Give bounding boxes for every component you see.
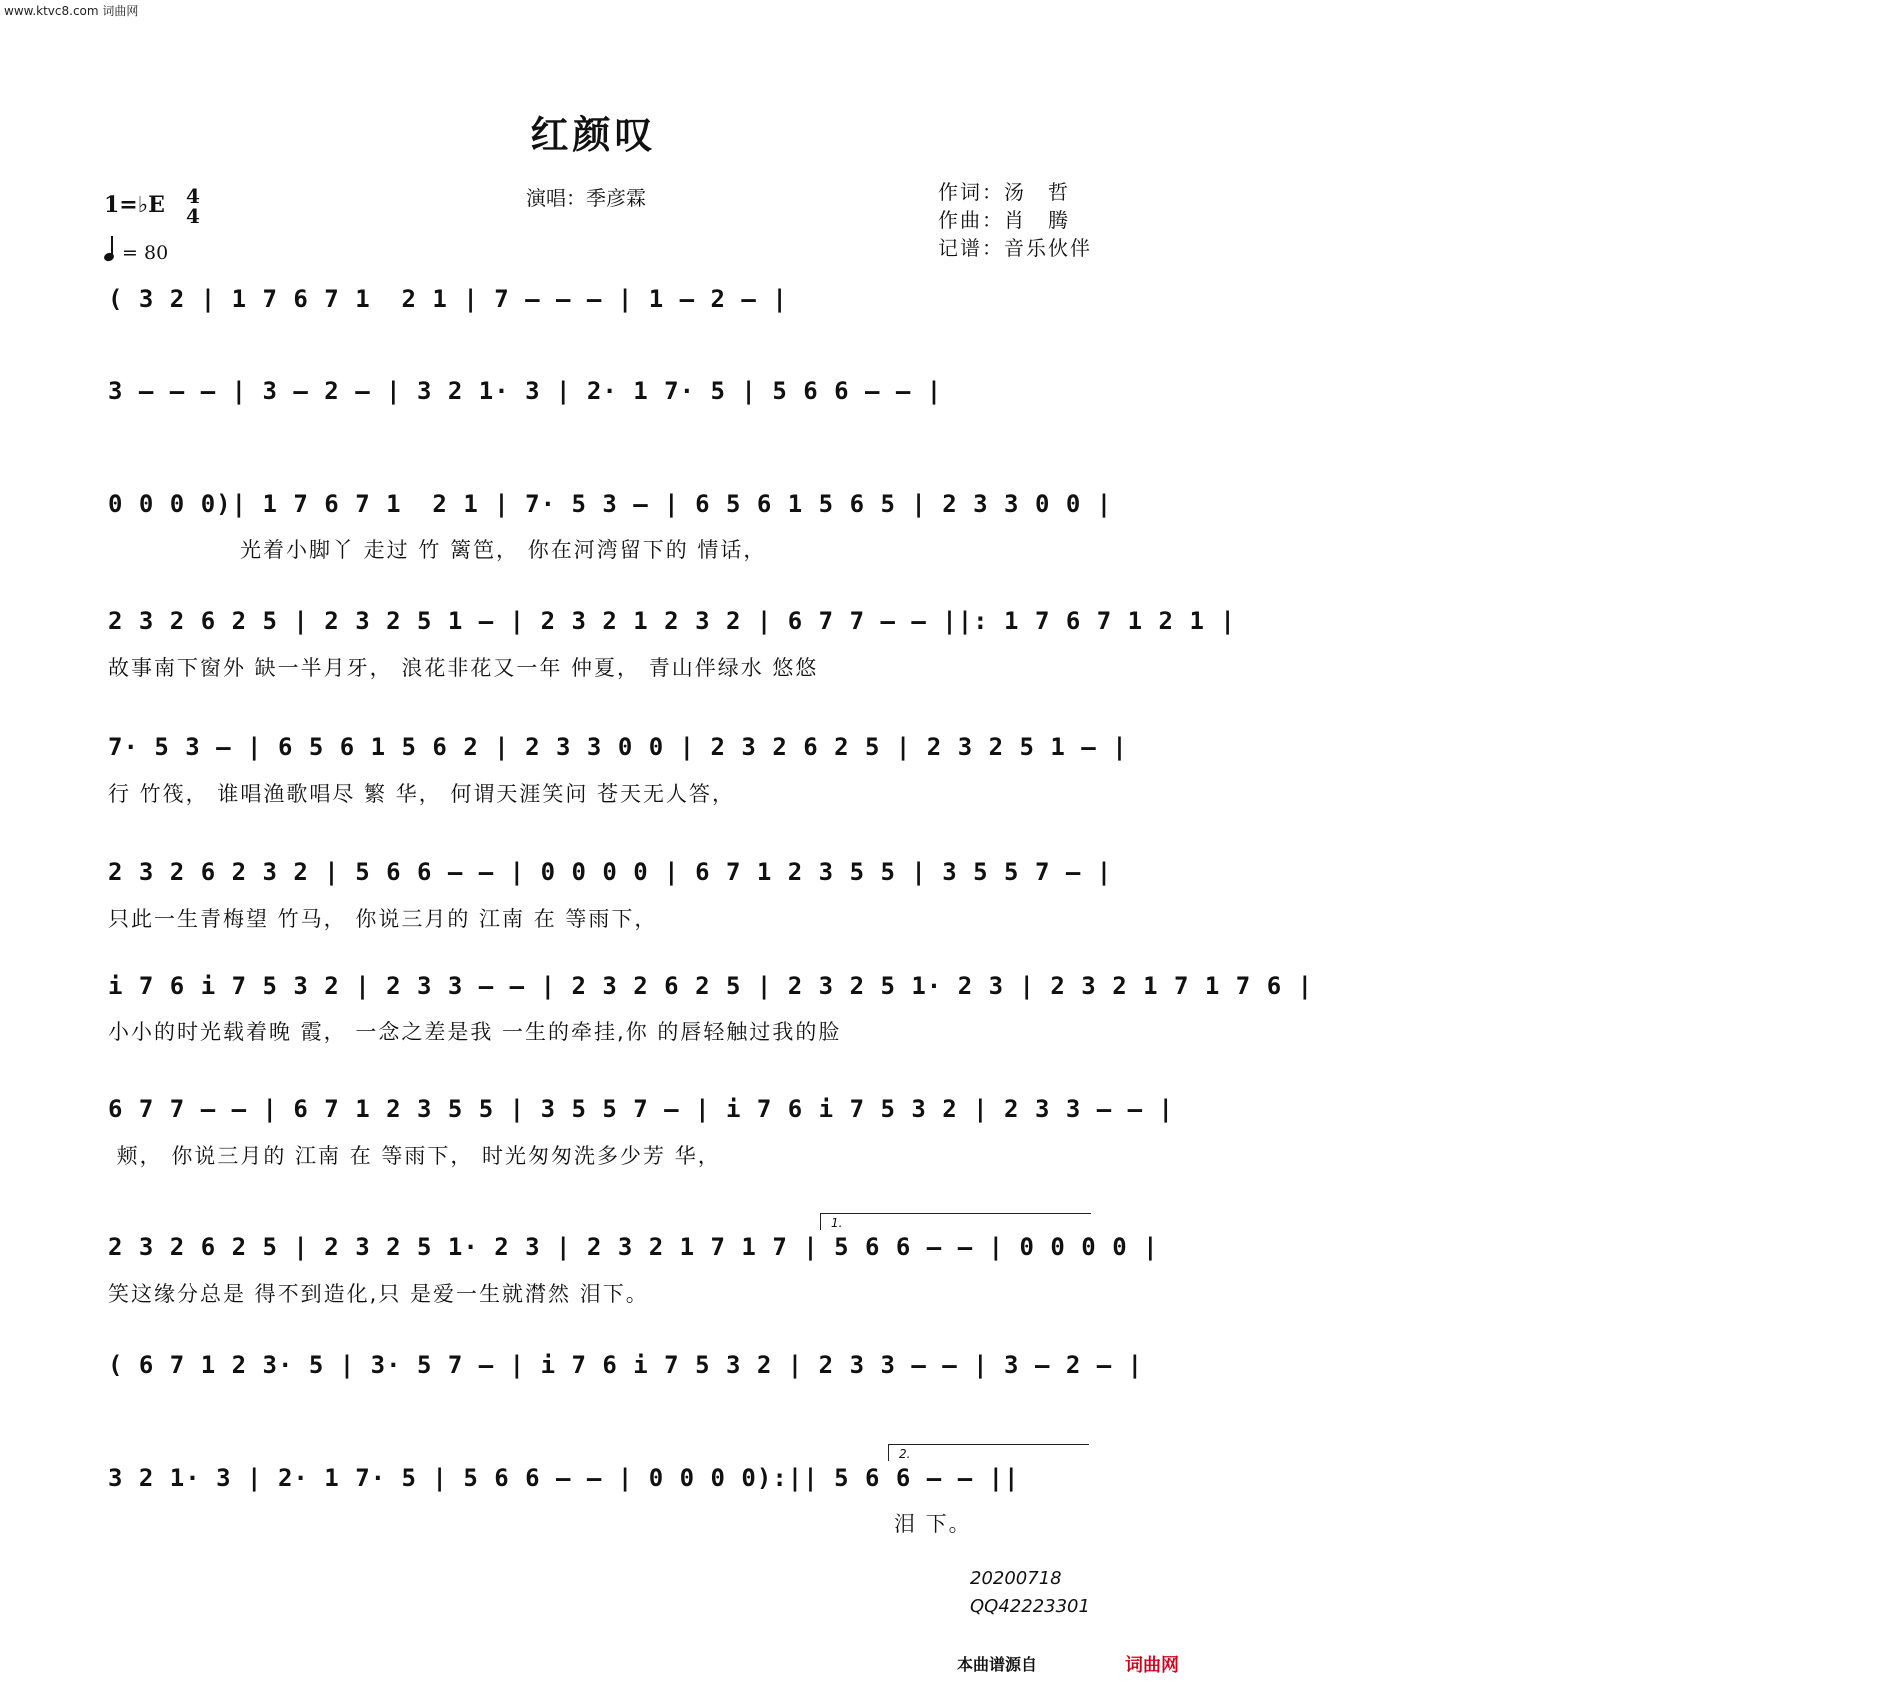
lyric-row-9: 笑这缘分总是 得不到造化,只 是爱一生就潸然 泪下。 bbox=[108, 1282, 649, 1306]
composer-credit: 作曲：肖 腾 bbox=[938, 208, 1070, 232]
site-logo: 词曲网 bbox=[1125, 1655, 1179, 1676]
transcriber-credit: 记谱：音乐伙伴 bbox=[938, 236, 1092, 260]
notation-row-11: 3 2 1· 3 | 2· 1 7· 5 | 5 6 6 – – | 0 0 0 0):|| 5 6 6 – – || bbox=[108, 1464, 1020, 1492]
time-bottom: 4 bbox=[186, 204, 200, 228]
notation-row-6: 2 3 2 6 2 3 2 | 5 6 6 – – | 0 0 0 0 | 6 7 1 2 3 5 5 | 3 5 5 7 – | bbox=[108, 858, 1113, 886]
transcription-date: 20200718 bbox=[970, 1568, 1062, 1589]
tempo-value: = 80 bbox=[122, 242, 169, 264]
lyric-row-4: 故事南下窗外 缺一半月牙， 浪花非花又一年 仲夏， 青山伴绿水 悠悠 bbox=[108, 656, 819, 680]
site-watermark: www.ktvc8.com 词曲网 bbox=[4, 4, 139, 18]
notation-row-3: 0 0 0 0)| 1 7 6 7 1 2 1 | 7· 5 3 – | 6 5 6 1 5 6 5 | 2 3 3 0 0 | bbox=[108, 490, 1113, 518]
notation-row-10: ( 6 7 1 2 3· 5 | 3· 5 7 – | i 7 6 i 7 5 3 2 | 2 3 3 – – | 3 – 2 – | bbox=[108, 1351, 1144, 1379]
lyric-row-11: 泪 下。 bbox=[894, 1512, 972, 1536]
notation-row-2: 3 – – – | 3 – 2 – | 3 2 1· 3 | 2· 1 7· 5 | 5 6 6 – – | bbox=[108, 377, 943, 405]
transcriber-qq: QQ42223301 bbox=[970, 1596, 1090, 1617]
time-top: 4 bbox=[186, 184, 200, 208]
notation-row-8: 6 7 7 – – | 6 7 1 2 3 5 5 | 3 5 5 7 – | i 7 6 i 7 5 3 2 | 2 3 3 – – | bbox=[108, 1095, 1174, 1123]
song-title: 红颜叹 bbox=[530, 113, 657, 157]
notation-row-7: i 7 6 i 7 5 3 2 | 2 3 3 – – | 2 3 2 6 2 5 | 2 3 2 5 1· 2 3 | 2 3 2 1 7 1 7 6 | bbox=[108, 972, 1314, 1000]
lyricist-credit: 作词：汤 哲 bbox=[938, 180, 1070, 204]
lyric-row-7: 小小的时光载着晚 霞， 一念之差是我 一生的牵挂,你 的唇轻触过我的脸 bbox=[108, 1020, 842, 1044]
lyric-row-3: 光着小脚丫 走过 竹 篱笆， 你在河湾留下的 情话， bbox=[240, 538, 767, 562]
notation-row-4: 2 3 2 6 2 5 | 2 3 2 5 1 – | 2 3 2 1 2 3 2 | 6 7 7 – – ||: 1 7 6 7 1 2 1 | bbox=[108, 607, 1236, 635]
tempo-marking bbox=[104, 242, 168, 264]
quarter-note-icon bbox=[103, 252, 115, 263]
quarter-note-stem bbox=[111, 236, 113, 258]
notation-row-1: ( 3 2 | 1 7 6 7 1 2 1 | 7 – – – | 1 – 2 – | bbox=[108, 285, 788, 313]
time-signature bbox=[186, 186, 200, 226]
lyric-row-5: 行 竹筏， 谁唱渔歌唱尽 繁 华， 何谓天涯笑问 苍天无人答， bbox=[108, 782, 736, 806]
source-note: 本曲谱源自 bbox=[956, 1655, 1037, 1674]
notation-row-9: 2 3 2 6 2 5 | 2 3 2 5 1· 2 3 | 2 3 2 1 7 1 7 | 5 6 6 – – | 0 0 0 0 | bbox=[108, 1233, 1159, 1261]
second-ending-label: 2. bbox=[899, 1447, 911, 1461]
first-ending-label: 1. bbox=[831, 1216, 843, 1230]
notation-row-5: 7· 5 3 – | 6 5 6 1 5 6 2 | 2 3 3 0 0 | 2 3 2 6 2 5 | 2 3 2 5 1 – | bbox=[108, 733, 1128, 761]
first-ending-bracket bbox=[820, 1213, 1091, 1230]
singer-credit: 演唱：季彦霖 bbox=[526, 186, 646, 210]
second-ending-bracket bbox=[888, 1444, 1089, 1461]
key-signature: 1=♭E bbox=[104, 192, 165, 218]
lyric-row-6: 只此一生青梅望 竹马， 你说三月的 江南 在 等雨下， bbox=[108, 907, 658, 931]
lyric-row-8: 颊， 你说三月的 江南 在 等雨下， 时光匆匆洗多少芳 华， bbox=[108, 1144, 721, 1168]
